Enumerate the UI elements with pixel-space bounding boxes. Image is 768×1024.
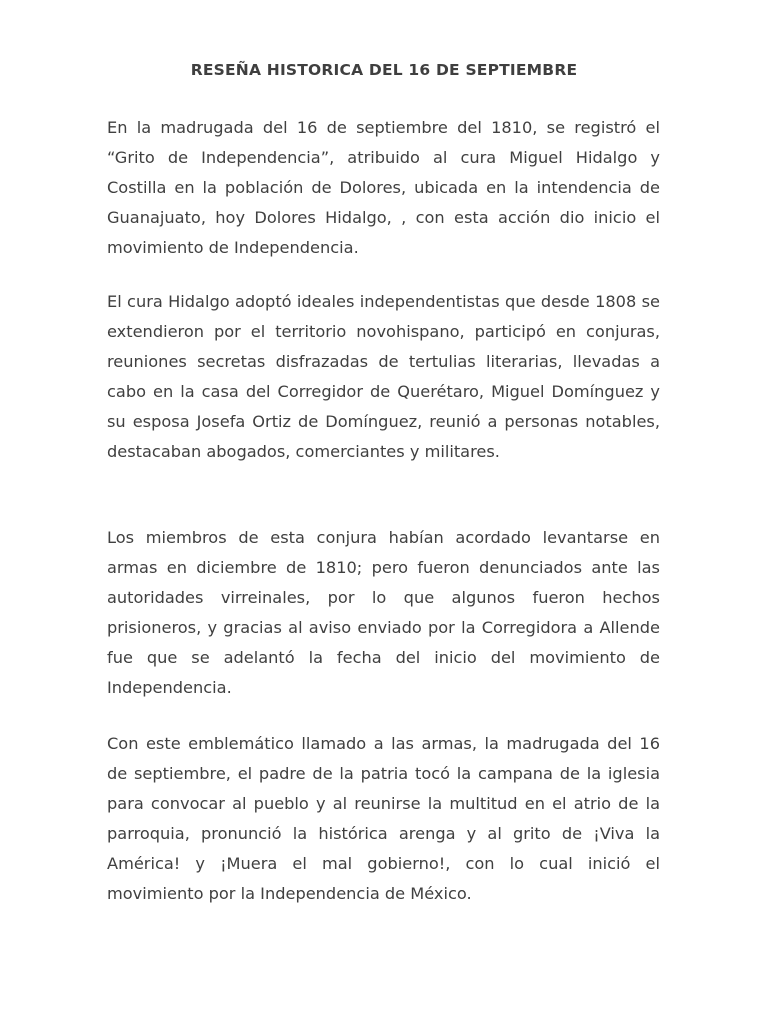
paragraph-2: El cura Hidalgo adoptó ideales independentistas que desde 1808 se extendieron por el territorio novohispano, participó en conjuras, reuniones secretas disfrazadas de tertulias literarias, llevadas a cabo en la casa del Corregidor de Querétaro, Miguel Domínguez y su esposa Josefa Ortiz de Domínguez, reunió a personas notables, destacaban abogados, comerciantes y militares.: [107, 292, 660, 461]
paragraph-1: En la madrugada del 16 de septiembre del 1810, se registró el “Grito de Independencia”, atribuido al cura Miguel Hidalgo y Costilla en la población de Dolores, ubicada en la intendencia de Guanajuato, hoy Dolores Hidalgo, , con esta acción dio inicio el movimiento de Independencia.: [107, 118, 660, 257]
document-title: RESEÑA HISTORICA DEL 16 DE SEPTIEMBRE: [190, 61, 578, 79]
paragraph-3: Los miembros de esta conjura habían acordado levantarse en armas en diciembre de 1810; pero fueron denunciados ante las autoridades virreinales, por lo que algunos fueron hechos prisioneros, y gracias al aviso enviado por la Corregidora a Allende fue que se adelantó la fecha del inicio del movimiento de Independencia.: [107, 528, 660, 697]
paragraph-4: Con este emblemático llamado a las armas, la madrugada del 16 de septiembre, el padre de la patria tocó la campana de la iglesia para convocar al pueblo y al reunirse la multitud en el atrio de la parroquia, pronunció la histórica arenga y al grito de ¡Viva la América! y ¡Muera el mal gobierno!, con lo cual inició el movimiento por la Independencia de México.: [107, 734, 660, 903]
